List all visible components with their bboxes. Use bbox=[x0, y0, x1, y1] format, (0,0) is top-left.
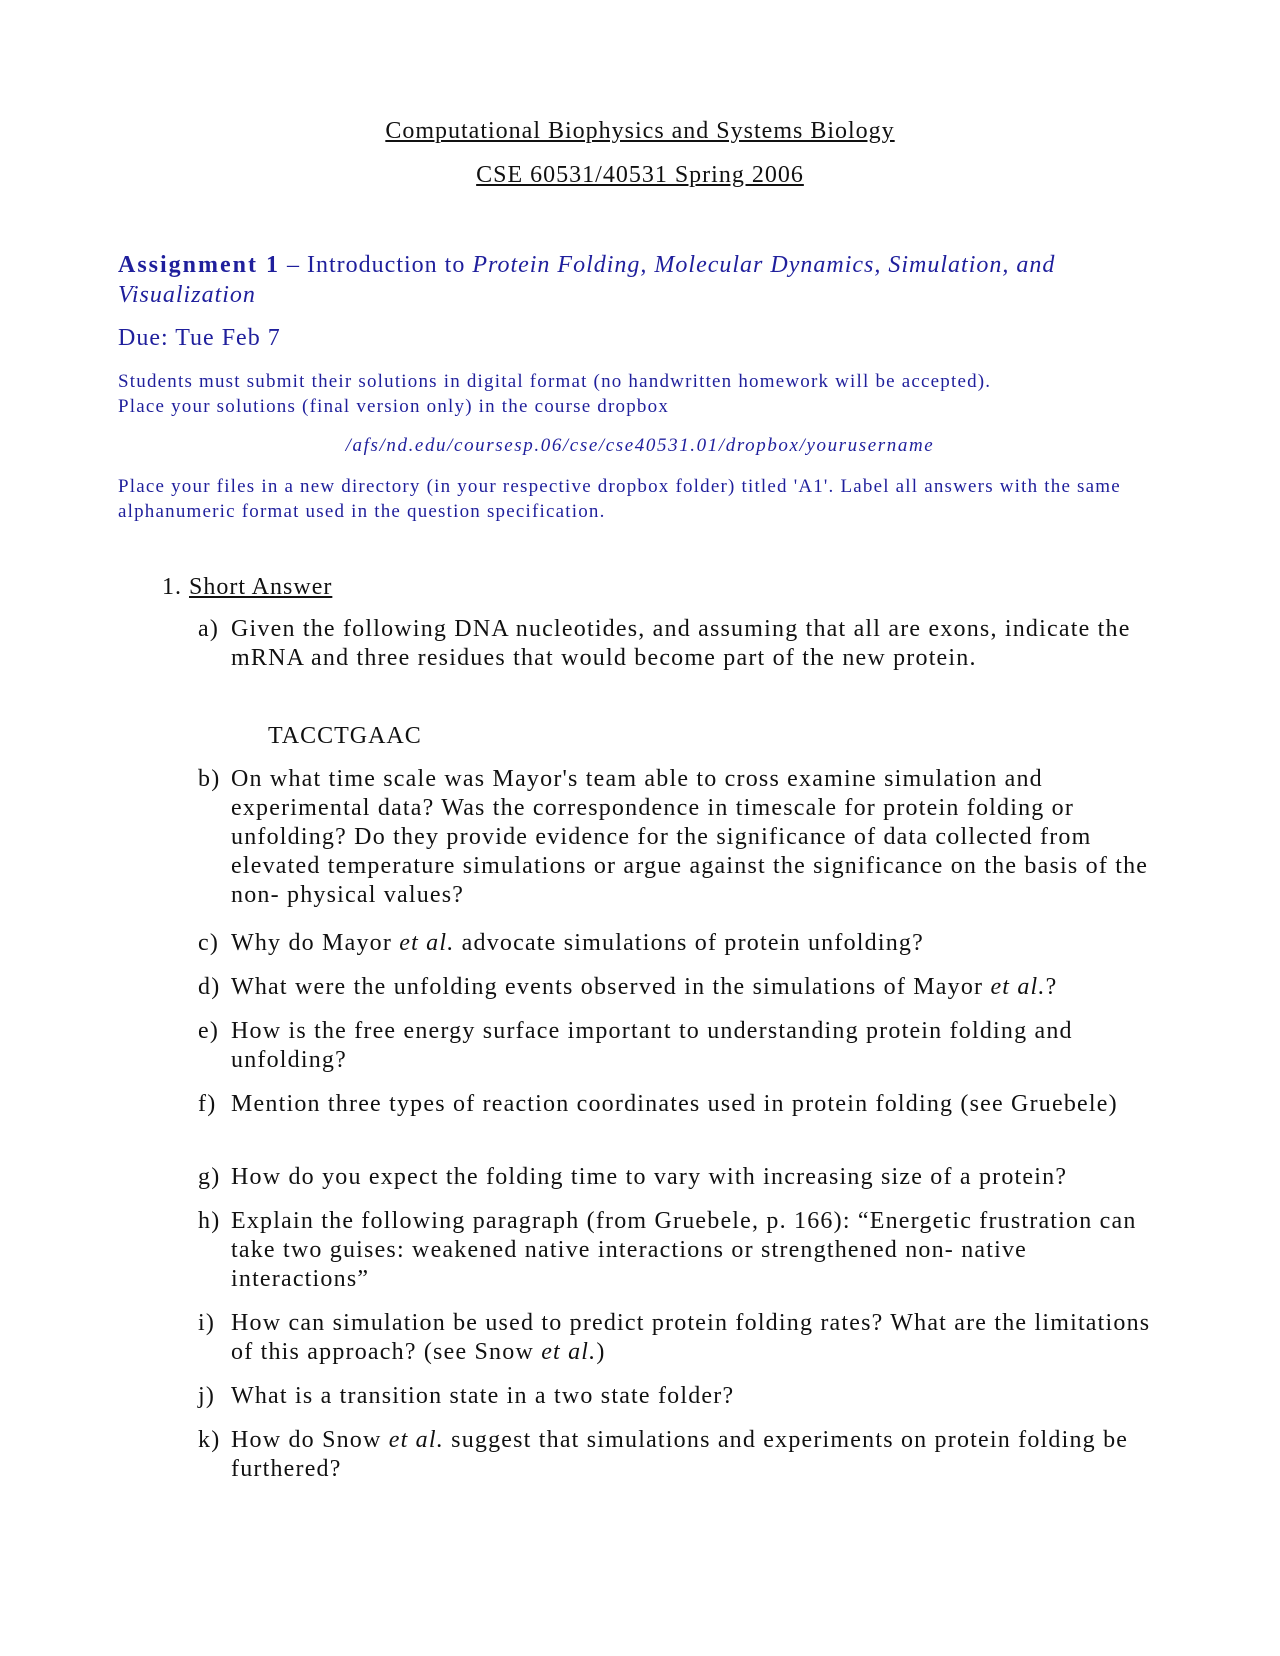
question-e bbox=[198, 1017, 1158, 1075]
question-text: How can simulation be used to predict protein folding rates? What are the limitations of this approach? (see Snow et al.) bbox=[231, 1310, 1151, 1365]
question-j bbox=[198, 1382, 1158, 1411]
question-c bbox=[198, 929, 1158, 958]
submission-instructions bbox=[118, 369, 1158, 419]
question-text: How is the free energy surface important to understanding protein folding and unfolding? bbox=[231, 1018, 1073, 1073]
question-label: g) bbox=[198, 1164, 221, 1190]
question-text: How do Snow et al. suggest that simulations and experiments on protein folding be furthered? bbox=[231, 1427, 1129, 1482]
directory-instructions: Place your files in a new directory (in your respective dropbox folder) titled 'A1'. Label all answers with the same alphanumeric format used in the question specification. bbox=[118, 476, 1121, 522]
course-code: CSE 60531/40531 Spring 2006 bbox=[476, 162, 804, 188]
question-a bbox=[198, 615, 1158, 673]
question-h bbox=[198, 1207, 1158, 1294]
question-label: i) bbox=[198, 1310, 216, 1336]
question-g bbox=[198, 1163, 1158, 1192]
question-label: b) bbox=[198, 766, 221, 792]
question-k bbox=[198, 1426, 1158, 1484]
instruction-line-1: Students must submit their solutions in digital format (no handwritten homework will be accepted). bbox=[118, 371, 992, 392]
dropbox-path: /afs/nd.edu/coursesp.06/cse/cse40531.01/dropbox/yourusername bbox=[345, 435, 935, 456]
question-label: h) bbox=[198, 1208, 221, 1234]
question-i bbox=[198, 1309, 1158, 1367]
question-text: What were the unfolding events observed in the simulations of Mayor et al.? bbox=[231, 974, 1058, 1000]
question-text: Given the following DNA nucleotides, and assuming that all are exons, indicate the mRNA and three residues that would become part of the new protein. bbox=[231, 616, 1131, 671]
question-label: a) bbox=[198, 616, 220, 642]
question-text: Why do Mayor et al. advocate simulations of protein unfolding? bbox=[231, 930, 924, 956]
question-f bbox=[198, 1090, 1158, 1119]
due-date: Due: Tue Feb 7 bbox=[118, 325, 281, 351]
question-label: d) bbox=[198, 974, 221, 1000]
course-title: Computational Biophysics and Systems Biology bbox=[385, 118, 895, 144]
assignment-topic: Protein Folding, Molecular Dynamics, Simulation, and Visualization bbox=[118, 252, 1056, 308]
section-heading bbox=[162, 574, 332, 601]
question-label: c) bbox=[198, 930, 220, 956]
assignment-heading bbox=[118, 250, 1158, 310]
section-title: Short Answer bbox=[189, 574, 333, 600]
assignment-intro: – Introduction to bbox=[280, 252, 473, 278]
dna-sequence: TACCTGAAC bbox=[268, 723, 422, 749]
question-label: e) bbox=[198, 1018, 220, 1044]
question-text: Mention three types of reaction coordinates used in protein folding (see Gruebele) bbox=[231, 1091, 1118, 1117]
question-label: k) bbox=[198, 1427, 221, 1453]
section-number: 1. bbox=[162, 574, 182, 600]
assignment-label: Assignment 1 bbox=[118, 252, 281, 278]
question-label: f) bbox=[198, 1091, 217, 1117]
question-text: On what time scale was Mayor's team able to cross examine simulation and experimental data? Was the correspondence in timescale for protein folding or unfolding? Do they provide evidence for the significance of data collected from elevated temperature simulations or argue against the significance on the basis of the non- physical values? bbox=[231, 766, 1149, 908]
question-text: How do you expect the folding time to vary with increasing size of a protein? bbox=[231, 1164, 1068, 1190]
question-b bbox=[198, 765, 1158, 910]
question-label: j) bbox=[198, 1383, 216, 1409]
question-text: What is a transition state in a two state folder? bbox=[231, 1383, 735, 1409]
question-text: Explain the following paragraph (from Gruebele, p. 166): “Energetic frustration can take two guises: weakened native interactions or strengthened non- native interactions” bbox=[231, 1208, 1137, 1292]
instruction-line-2: Place your solutions (final version only) in the course dropbox bbox=[118, 396, 670, 417]
question-d bbox=[198, 973, 1158, 1002]
